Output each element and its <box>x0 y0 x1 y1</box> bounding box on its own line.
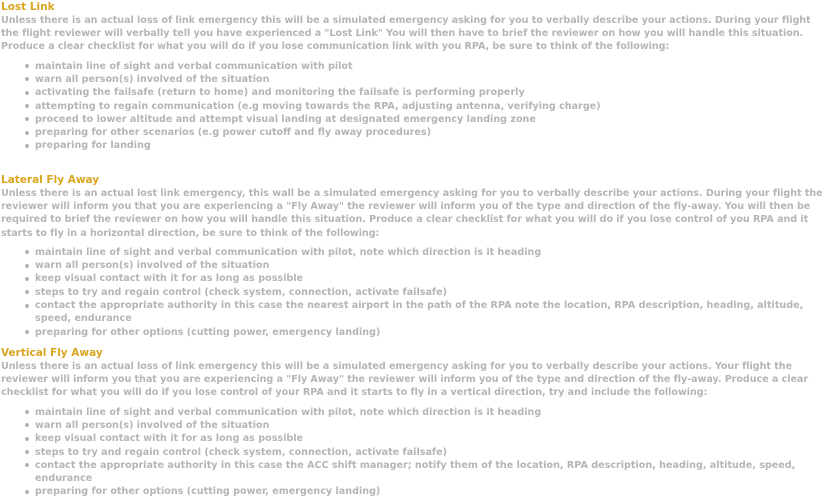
list-item: preparing for other scenarios (e.g power cutoff and fly away procedures) <box>35 126 826 139</box>
list-item: keep visual contact with it for as long as possible <box>35 432 826 445</box>
section-intro: Unless there is an actual lost link emergency, this wall be a simulated emergency asking for you to verbally describe your actions. During your flight the reviewer will inform you that you are experiencing a "Fly Away" the reviewer will inform you of the type and direction of the fly-away. You will then be required to brief the reviewer on how you will handle this situation. Produce a clear checklist for what you will do if you lose control of you RPA and it starts to fly in a horizontal direction, be sure to think of the following: <box>1 188 823 239</box>
list-item: maintain line of sight and verbal communication with pilot, note which direction is it heading <box>35 406 826 419</box>
section-lateral-fly-away <box>1 174 826 339</box>
list-item: activating the failsafe (return to home) and monitoring the failsafe is performing properly <box>35 86 826 99</box>
section-intro: Unless there is an actual loss of link emergency this will be a simulated emergency asking for you to verbally describe your actions. Your flight the reviewer will inform you that you are experiencing a "Fly Away" the reviewer will inform you of the type and direction of the fly-away. Produce a clear checklist for what you will do if you lose control of your RPA and it starts to fly in a vertical direction, try and include the following: <box>1 361 809 399</box>
list-item: steps to try and regain control (check system, connection, activate failsafe) <box>35 286 826 299</box>
list-item: warn all person(s) involved of the situation <box>35 259 826 272</box>
list-item: maintain line of sight and verbal communication with pilot <box>35 60 826 73</box>
list-item: steps to try and regain control (check system, connection, activate failsafe) <box>35 446 826 459</box>
section-intro: Unless there is an actual loss of link emergency this will be a simulated emergency asking for you to verbally describe your actions. During your flight the flight reviewer will verbally tell you have experienced a "Lost Link" You will then have to brief the reviewer on how you will handle this situation. Produce a clear checklist for what you will do if you lose communication link with you RPA, be sure to think of the following: <box>1 15 811 53</box>
section-title: Lost Link <box>1 1 55 13</box>
list-item: contact the appropriate authority in this case the nearest airport in the path of the RPA note the location, RPA description, heading, altitude, speed, endurance <box>35 299 826 326</box>
list-item: contact the appropriate authority in this case the ACC shift manager; notify them of the location, RPA description, heading, altitude, speed, endurance <box>35 459 826 486</box>
checklist <box>1 60 826 153</box>
list-item: warn all person(s) involved of the situation <box>35 419 826 432</box>
section-lost-link <box>1 1 826 153</box>
list-item: proceed to lower altitude and attempt visual landing at designated emergency landing zone <box>35 113 826 126</box>
list-item: maintain line of sight and verbal communication with pilot, note which direction is it heading <box>35 246 826 259</box>
section-vertical-fly-away <box>1 347 826 499</box>
list-item: preparing for other options (cutting power, emergency landing) <box>35 326 826 339</box>
checklist <box>1 246 826 339</box>
list-item: attempting to regain communication (e.g moving towards the RPA, adjusting antenna, verifying charge) <box>35 100 826 113</box>
list-item: warn all person(s) involved of the situation <box>35 73 826 86</box>
checklist <box>1 406 826 499</box>
list-item: preparing for landing <box>35 139 826 152</box>
section-title: Lateral Fly Away <box>1 174 100 186</box>
section-title: Vertical Fly Away <box>1 347 103 359</box>
list-item: keep visual contact with it for as long as possible <box>35 272 826 285</box>
list-item: preparing for other options (cutting power, emergency landing) <box>35 485 826 498</box>
